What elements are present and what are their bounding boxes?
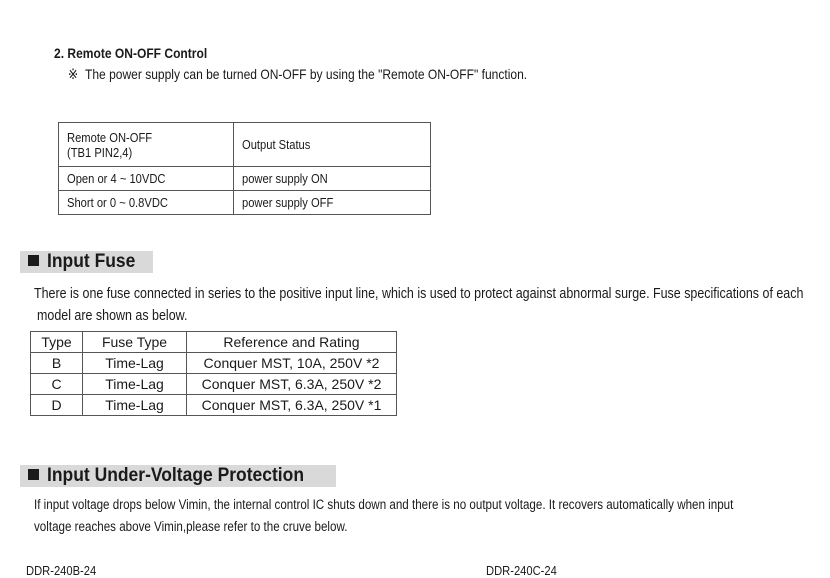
table-header-row [31, 332, 397, 353]
table-cell: Time-Lag [83, 353, 187, 374]
reference-mark-icon: ※ [68, 66, 79, 82]
table-cell: Conquer MST, 6.3A, 250V *1 [187, 395, 397, 416]
table-row [31, 395, 397, 416]
table-header-cell: Fuse Type [83, 332, 187, 353]
square-bullet-icon [28, 469, 39, 480]
table-cell: Time-Lag [83, 374, 187, 395]
curve-label-right: DDR-240C-24 [486, 563, 557, 578]
remote-note [68, 66, 602, 83]
remote-note-text: The power supply can be turned ON-OFF by using the "Remote ON-OFF" function. [84, 66, 528, 82]
table-cell: C [31, 374, 83, 395]
fuse-spec-table [30, 331, 397, 416]
square-bullet-icon [28, 255, 39, 266]
table-header-cell [59, 123, 234, 167]
table-cell: Open or 4 ~ 10VDC [59, 167, 234, 191]
table-row [31, 353, 397, 374]
section-heading-input-fuse [20, 251, 153, 273]
section-title-text: 2. Remote ON-OFF Control [54, 45, 208, 61]
header-line: Remote ON-OFF [67, 129, 153, 145]
table-cell: Short or 0 ~ 0.8VDC [59, 191, 234, 215]
table-cell: Time-Lag [83, 395, 187, 416]
table-header-cell: Reference and Rating [187, 332, 397, 353]
table-row [59, 191, 431, 215]
remote-on-off-table [58, 122, 431, 215]
table-cell: Conquer MST, 6.3A, 250V *2 [187, 374, 397, 395]
table-row [59, 167, 431, 191]
input-fuse-description: There is one fuse connected in series to the positive input line, which is used to protect against abnormal surge. Fuse specifications of each model are shown as below. [34, 286, 804, 324]
table-cell: Conquer MST, 10A, 250V *2 [187, 353, 397, 374]
table-cell: B [31, 353, 83, 374]
curve-label-left: DDR-240B-24 [26, 563, 97, 578]
table-cell: power supply OFF [234, 191, 431, 215]
table-cell: power supply ON [234, 167, 431, 191]
header-line: (TB1 PIN2,4) [67, 144, 133, 160]
table-header-cell: Type [31, 332, 83, 353]
heading-text: Input Fuse [47, 251, 136, 272]
section-heading-under-voltage [20, 465, 336, 487]
table-header-cell: Output Status [234, 123, 431, 167]
table-row [31, 374, 397, 395]
heading-text: Input Under-Voltage Protection [47, 465, 305, 486]
table-cell: D [31, 395, 83, 416]
table-header-row [59, 123, 431, 167]
uvp-description: If input voltage drops below Vimin, the internal control IC shuts down and there is no output voltage. It recovers automatically when input voltage reaches above Vimin,please refer to the cruve below. [34, 497, 734, 534]
section-title-remote-on-off [54, 45, 232, 61]
